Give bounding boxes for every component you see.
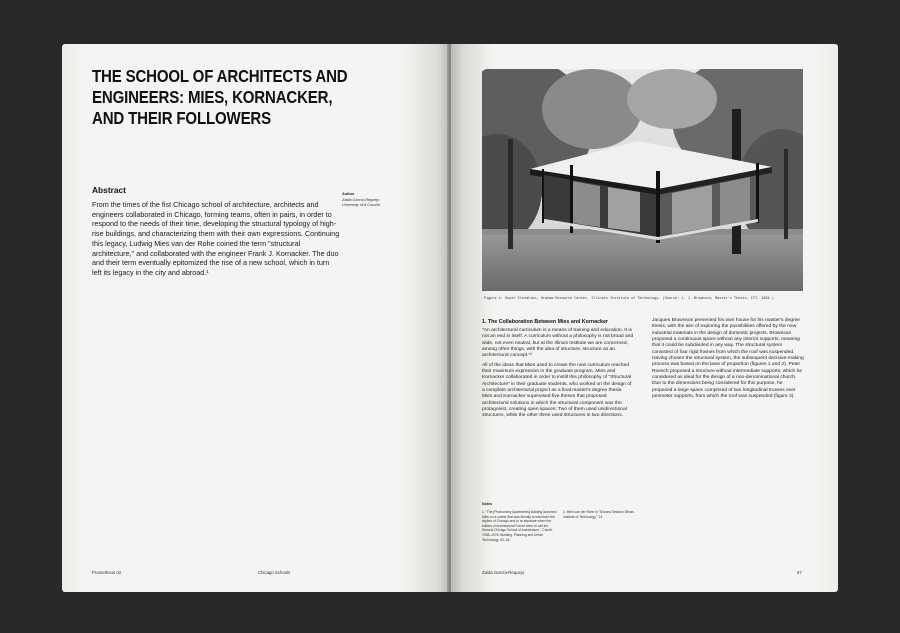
abstract-text: From the times of the fist Chicago school of architecture, architects and engineers collaborated in Chicago, forming teams, often in pairs, in order to respond to the needs of their time, developing the structural typology of high-rise buildings, and characterizing them with their own expressions. Continuing this legacy, Ludwig Mies van der Rohe coined the term "structural architecture," and collaborated with the engineer Frank J. Kornacker. The duo and their term eventually epitomized the rise of a new school, which in turn left its legacy in the city and abroad.¹ xyxy=(92,200,340,277)
author-name: Zaida García-Requejo xyxy=(342,198,380,202)
author-heading: Author xyxy=(342,192,355,196)
author-box xyxy=(342,192,422,208)
notes-heading: Notes xyxy=(482,502,492,506)
figure-caption: Figure 1: South Elevation, Graham Resource Center, Illinois Institute of Technology. (Source: J. J. Brownson, Master's Thesis, IIT, 1954.) xyxy=(484,297,774,301)
paragraph: All of the ideas that Mies used to create the new curriculum reached their maximum expression in the graduate program. Mies and Kornacker collaborated in order to instill this philosophy of "Structural Architecture" in their graduate students, who worked on the design of a complete architectural project as a final master's degree thesis. Mies and Kornacker supervised five theses that proposed architectural solutions in which the structural component was the protagonist, creating open spaces: Two of them used unidirectional structures, while the other three used structures in two directions. xyxy=(482,362,632,419)
folio-section: Chicago Schools xyxy=(258,570,291,575)
left-page xyxy=(62,44,449,592)
section-heading: 1. The Collaboration Between Mies and Kornacker xyxy=(482,319,608,325)
article-title: THE SCHOOL OF ARCHITECTS AND ENGINEERS: MIES, KORNACKER, AND THEIR FOLLOWERS xyxy=(92,66,348,128)
folio-author: Zaida García-Requejo xyxy=(482,570,525,575)
photo-illustration xyxy=(482,69,803,291)
footnote-1: 1. "The [Promontory Apartments] building launched Mies on a career that was literally to transform the skyline of Chicago and to re-separate when the editors of Architectural Forum were to call the Second Chicago School of Architecture." Condit, 1938–1978: Building, Planning and Urban Technology, 52–54. xyxy=(482,510,557,542)
footnote-2: 2. Mies van der Rohe in "Second Session Illinois Institute of Technology," 14. xyxy=(563,510,634,519)
right-page xyxy=(451,44,838,592)
paragraph: "An architectural curriculum is a means of training and education. It is not an end in itself. A curriculum without a philosophy is not broad and wide, not even neutral, but at the Illinois Institute we are concerned, among other things, with the idea of structure, structure as an architectural concept."² xyxy=(482,328,634,359)
page-number: 67 xyxy=(797,570,802,575)
magazine-spread xyxy=(62,44,838,592)
paragraph: Jacques Brownson presented his own house for his master's degree thesis, with the aim of exploring the possibilities offered by the new industrial materials in the design of domestic projects. Brownson proposed a continuous space without any interior supports, meaning that it could be subdivided in any way. The structural system consisted of four rigid frames from which the roof was suspended. Having chosen the structural system, the subsequent decision-making process was based on the laws of proportion (figures 1 and 2). Peter Roesch proposed a structure without intermediate supports, which he considered as ideal for the design of a non-denominational church. Due to the dimensions being considered for this purpose, he proposed a large space comprised of two longitudinal trusses over perimeter supports, from which the roof was suspended (figure 3). xyxy=(652,318,804,400)
folio-journal: Prometheus 02 xyxy=(92,570,122,575)
text-column-2 xyxy=(652,318,804,403)
text-column-1 xyxy=(482,328,634,423)
glass-house-photo xyxy=(482,69,803,291)
abstract-heading: Abstract xyxy=(92,185,126,195)
author-affiliation: University of A Coruña xyxy=(342,203,380,207)
